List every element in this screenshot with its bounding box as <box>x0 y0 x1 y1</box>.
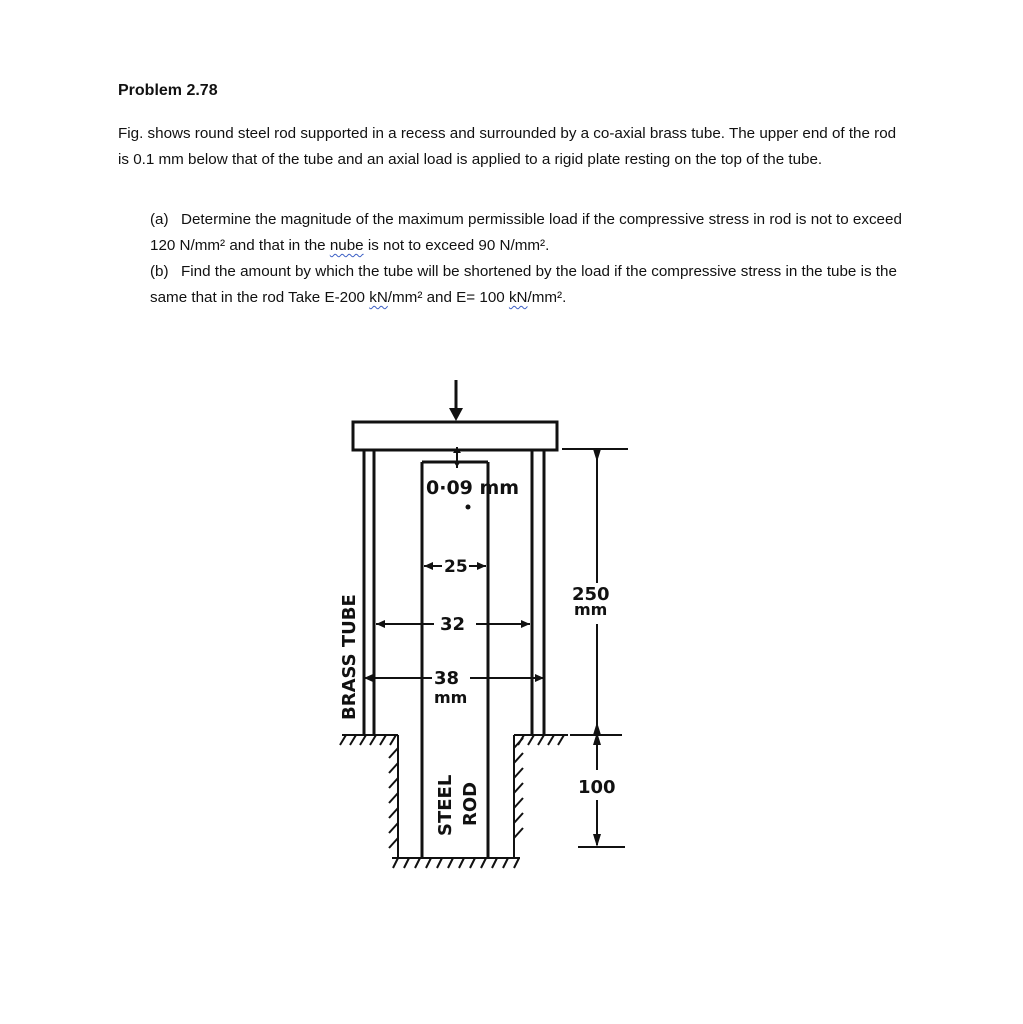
gap-label: 0·09 mm <box>426 477 520 499</box>
tube-height-unit: mm <box>574 600 608 619</box>
part-a-text-1: Determine the magnitude of the maximum permissible load if the compressive stress in rod is not to exceed 120 N/mm² and that in the <box>150 211 902 254</box>
rigid-plate <box>353 422 557 450</box>
part-b-text-3: /mm². <box>527 289 567 306</box>
steel-label: STEEL <box>435 774 456 836</box>
part-b-label: (b) <box>150 263 169 280</box>
part-b-text-1: Find the amount by which the tube will be shortened by the load if the compressive stress in the tube is the same that in the rod Take E-200 <box>150 263 897 306</box>
load-arrow <box>449 380 463 421</box>
rod-label: ROD <box>460 781 481 826</box>
recess-depth-label: 100 <box>578 777 616 798</box>
part-a-misspelled-word: nube <box>329 237 364 254</box>
tube-inner-diameter-label: 32 <box>440 614 466 635</box>
problem-title: Problem 2.78 <box>118 82 218 99</box>
brass-tube-label: BRASS TUBE <box>339 594 360 720</box>
part-b-unit-word-1: kN <box>369 289 388 306</box>
tube-height-value: 250 <box>572 584 610 605</box>
rod-diameter-label: 25 <box>444 557 468 577</box>
tube-outer-diameter-unit: mm <box>434 688 468 707</box>
part-a-text-2: is not to exceed 90 N/mm². <box>363 237 550 254</box>
problem-intro: Fig. shows round steel rod supported in a recess and surrounded by a co-axial brass tube. The upper end of the rod is 0.1 mm below that of the tube and an axial load is applied to a rigid plate resting on the top of the tube. <box>118 125 897 168</box>
part-b-text-2: /mm² and E= 100 <box>387 289 509 306</box>
part-a-label: (a) <box>150 211 169 228</box>
tube-outer-diameter-label: 38 <box>434 668 460 689</box>
part-b-unit-word-2: kN <box>508 289 528 306</box>
